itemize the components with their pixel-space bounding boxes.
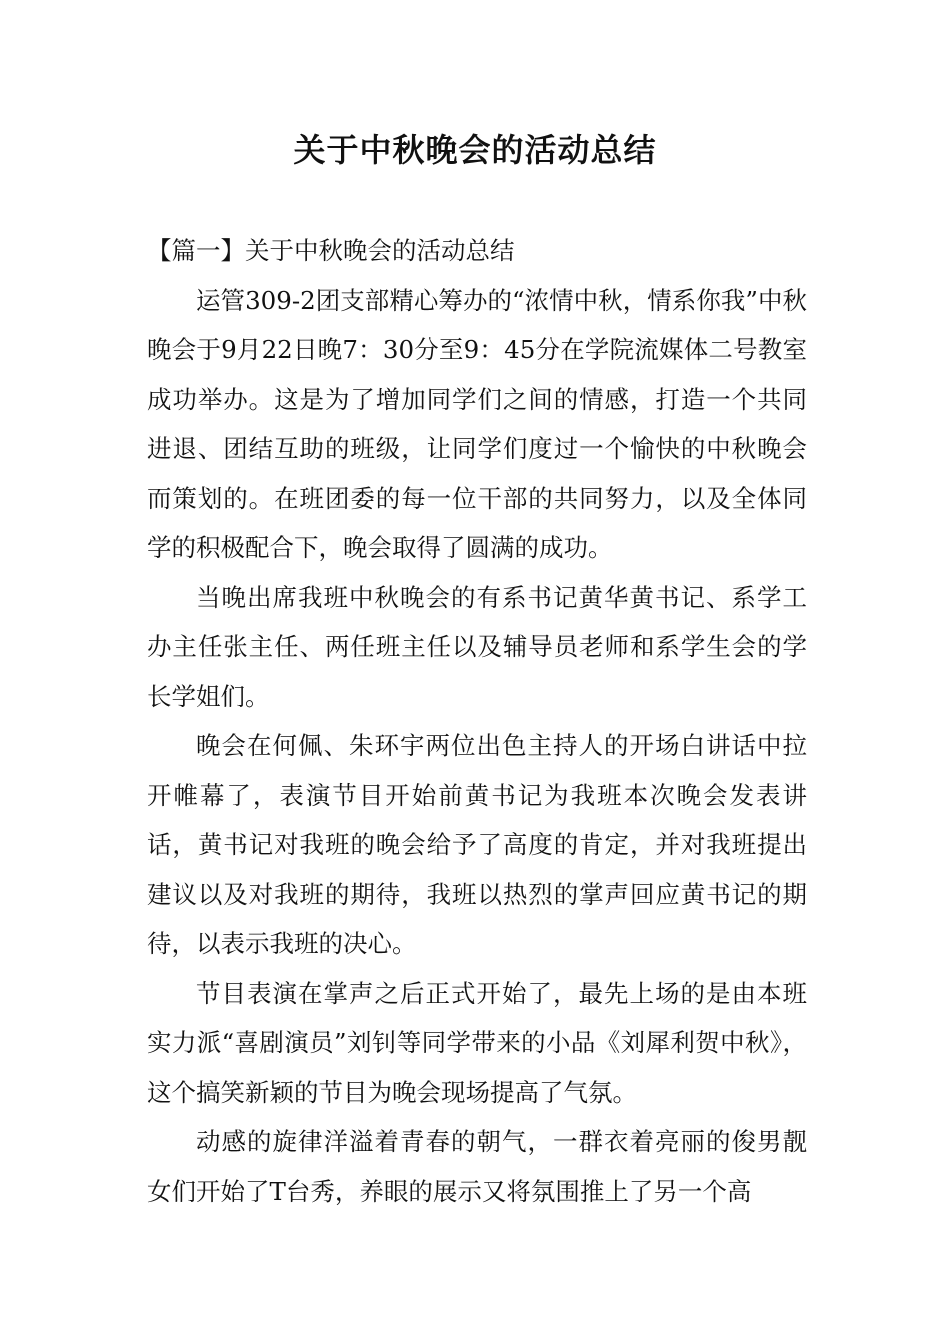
paragraph-3: 晚会在何佩、朱环宇两位出色主持人的开场白讲话中拉开帷幕了，表演节目开始前黄书记为我班本次晚会发表讲话，黄书记对我班的晚会给予了高度的肯定，并对我班提出建议以及对我班的期待，我班以热烈的掌声回应黄书记的期待，以表示我班的决心。 bbox=[147, 731, 807, 958]
document-body bbox=[147, 226, 807, 1216]
paragraph-5: 动感的旋律洋溢着青春的朝气，一群衣着亮丽的俊男靓女们开始了T台秀，养眼的展示又将氛围推上了另一个高 bbox=[147, 1127, 807, 1206]
paragraph-4: 节目表演在掌声之后正式开始了，最先上场的是由本班实力派“喜剧演员”刘钊等同学带来的小品《刘犀利贺中秋》，这个搞笑新颖的节目为晚会现场提高了气氛。 bbox=[147, 978, 807, 1107]
section-heading: 【篇一】关于中秋晚会的活动总结 bbox=[147, 236, 515, 265]
document-title: 关于中秋晚会的活动总结 bbox=[293, 131, 657, 169]
paragraph-2: 当晚出席我班中秋晚会的有系书记黄华黄书记、系学工办主任张主任、两任班主任以及辅导员老师和系学生会的学长学姐们。 bbox=[147, 582, 807, 711]
paragraph-1: 运管309-2团支部精心筹办的“浓情中秋，情系你我”中秋晚会于9月22日晚7：30分至9：45分在学院流媒体二号教室成功举办。这是为了增加同学们之间的情感，打造一个共同进退、团结互助的班级，让同学们度过一个愉快的中秋晚会而策划的。在班团委的每一位干部的共同努力，以及全体同学的积极配合下，晚会取得了圆满的成功。 bbox=[147, 285, 807, 562]
